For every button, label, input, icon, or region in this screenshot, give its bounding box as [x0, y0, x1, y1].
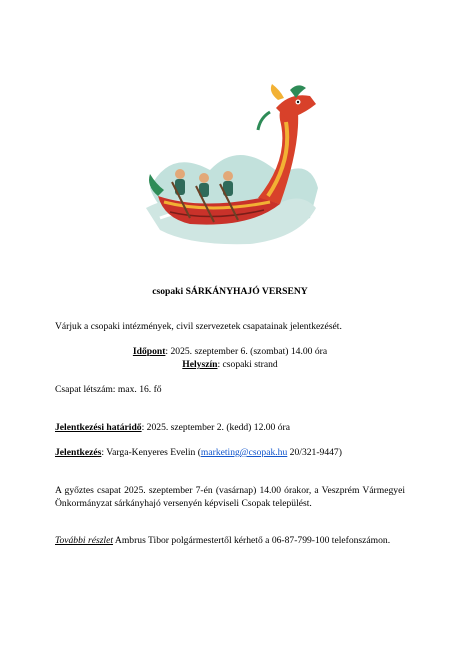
time-line: [55, 346, 405, 359]
email-link[interactable]: marketing@csopak.hu: [200, 447, 288, 458]
time-label: Időpont: [132, 346, 166, 357]
deadline-label: Jelentkezési határidő: [55, 422, 142, 433]
contact-label: Jelentkezés: [55, 447, 102, 458]
contact-phone: 20/321-9447): [287, 447, 342, 458]
winner-paragraph: A győztes csapat 2025. szeptember 7-én (vasárnap) 14.00 órakor, a Veszprém Vármegyei Önkormányzat sárkányhajó versenyén képviseli Csopak települést.: [55, 485, 405, 509]
place-line: [55, 359, 405, 372]
deadline-value: : 2025. szeptember 2. (kedd) 12.00 óra: [141, 422, 291, 433]
more-info-label: További részlet: [55, 535, 114, 546]
contact-line: [55, 447, 405, 460]
more-info-text: Ambrus Tibor polgármestertől kérhető a 06-87-799-100 telefonszámon.: [113, 535, 391, 546]
place-value: : csopaki strand: [217, 359, 278, 370]
place-label: Helyszín: [182, 359, 218, 370]
deadline-line: [55, 422, 405, 435]
dragon-boat-illustration: [140, 78, 320, 250]
time-value: : 2025. szeptember 6. (szombat) 14.00 óra: [165, 346, 328, 357]
page-title: csopaki SÁRKÁNYHAJÓ VERSENY: [152, 286, 308, 297]
intro-paragraph: Várjuk a csopaki intézmények, civil szervezetek csapatainak jelentkezését.: [55, 321, 342, 332]
team-size: Csapat létszám: max. 16. fő: [55, 384, 162, 395]
more-info-paragraph: [55, 535, 405, 548]
contact-name: : Varga-Kenyeres Evelin (: [101, 447, 201, 458]
